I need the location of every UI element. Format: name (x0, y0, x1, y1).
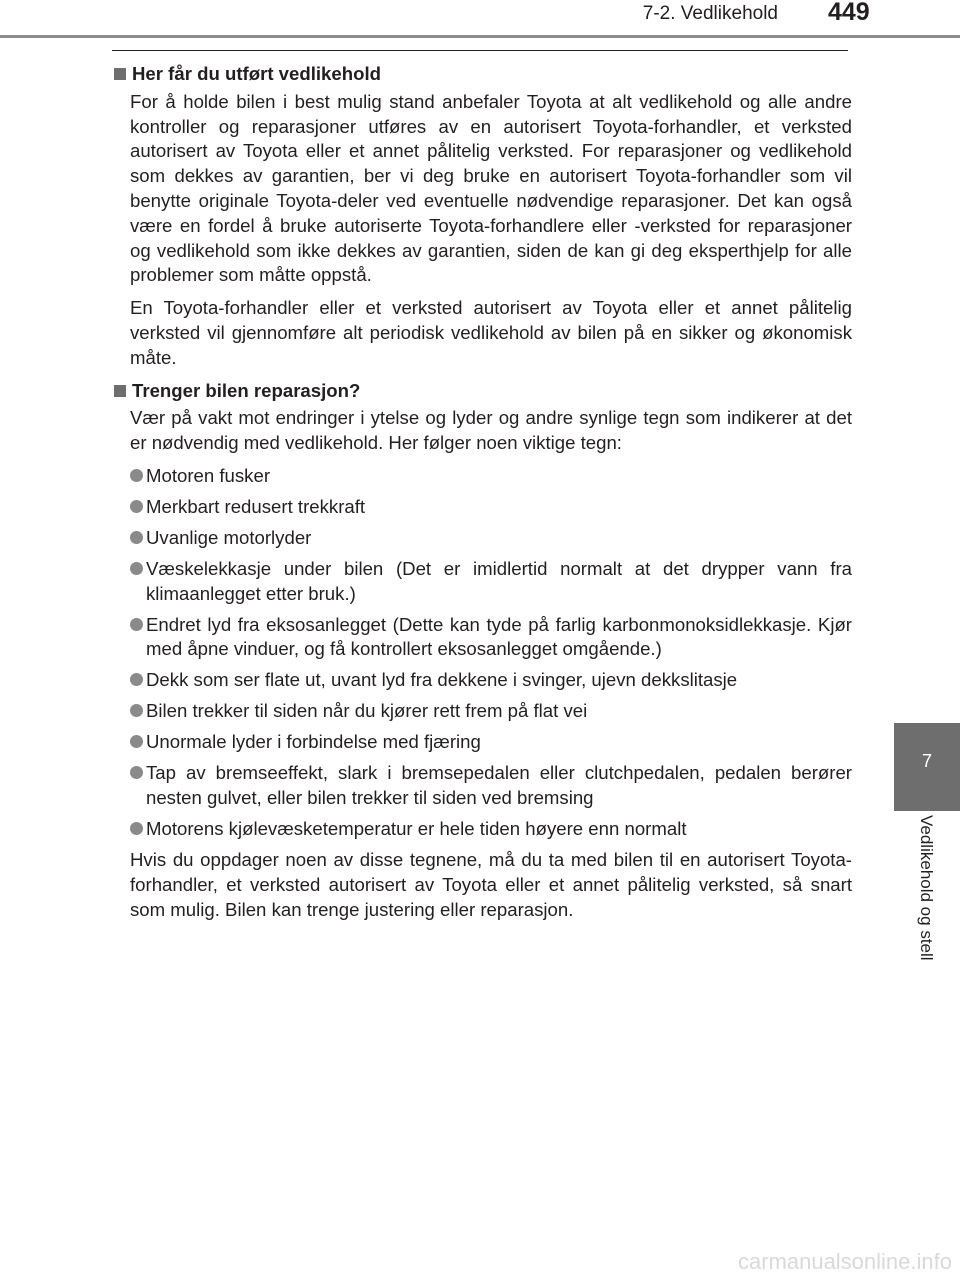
circle-bullet-icon (130, 500, 143, 513)
list-item-text: Motorens kjølevæsketemperatur er hele tiden høyere enn normalt (146, 818, 687, 840)
list-item-text: Unormale lyder i forbindelse med fjæring (146, 731, 481, 753)
chapter-number: 7 (921, 751, 932, 771)
list-item-text: Bilen trekker til siden når du kjører rett frem på flat vei (146, 700, 588, 722)
circle-bullet-icon (130, 562, 143, 575)
list-item-text: Dekk som ser flate ut, uvant lyd fra dekkene i svinger, ujevn dekkslitasje (146, 669, 738, 691)
square-bullet-icon (114, 385, 126, 397)
list-item (130, 526, 852, 551)
square-bullet-icon (114, 68, 126, 80)
page-header (0, 0, 960, 40)
list-item (130, 557, 852, 607)
circle-bullet-icon (130, 766, 143, 779)
circle-bullet-icon (130, 469, 143, 482)
circle-bullet-icon (130, 822, 143, 835)
circle-bullet-icon (130, 618, 143, 631)
list-item (130, 668, 852, 693)
list-item-text: Motoren fusker (146, 464, 271, 486)
list-item (130, 761, 852, 811)
list-item-text: Merkbart redusert trekkraft (146, 495, 366, 517)
closing-paragraph: Hvis du oppdager noen av disse tegnene, må du ta med bilen til en autorisert Toyota-forhandler, et verksted autorisert av Toyota eller et annet pålitelig verksted, så snart som mulig. Bilen kan trenge justering eller reparasjon. (130, 849, 852, 920)
chapter-title-tab (894, 811, 960, 989)
section-heading (112, 62, 852, 87)
page-content (112, 62, 852, 931)
section-heading-text: Trenger bilen reparasjon? (132, 379, 361, 401)
list-item (130, 699, 852, 724)
circle-bullet-icon (130, 704, 143, 717)
list-item-text: Tap av bremseeffekt, slark i bremsepedalen eller clutchpedalen, pedalen berører nesten gulvet, eller bilen trekker til siden ved bremsing (146, 762, 852, 809)
list-item (130, 613, 852, 663)
section-heading-text: Her får du utført vedlikehold (132, 63, 381, 84)
circle-bullet-icon (130, 673, 143, 686)
list-item (130, 495, 852, 520)
page-number: 449 (828, 0, 870, 26)
paragraph: Vær på vakt mot endringer i ytelse og lyder og andre synlige tegn som indikerer at det er nødvendig med vedlikehold. Her følger noen viktige tegn: (130, 407, 852, 454)
circle-bullet-icon (130, 735, 143, 748)
watermark: carmanualsonline.info (737, 1249, 952, 1274)
list-item (130, 730, 852, 755)
header-rule (0, 35, 960, 38)
list-item (130, 817, 852, 842)
section-heading (112, 379, 852, 404)
list-item-text: Væskelekkasje under bilen (Det er imidlertid normalt at det drypper vann fra klimaanlegget etter bruk.) (146, 557, 852, 604)
list-item (130, 464, 852, 489)
content-top-rule (112, 50, 848, 51)
paragraph: En Toyota-forhandler eller et verksted autorisert av Toyota eller et annet pålitelig verksted vil gjennomføre alt periodisk vedlikehold av bilen på en sikker og økonomisk måte. (130, 297, 852, 368)
section-reference: 7-2. Vedlikehold (642, 3, 778, 24)
chapter-tab (894, 723, 960, 811)
chapter-title: Vedlikehold og stell (917, 815, 936, 961)
list-item-text: Endret lyd fra eksosanlegget (Dette kan tyde på farlig karbonmonoksidlekkasje. Kjør med åpne vinduer, og få kontrollert eksosanlegget omgående.) (146, 613, 852, 660)
warning-signs-list (130, 464, 852, 842)
circle-bullet-icon (130, 531, 143, 544)
list-item-text: Uvanlige motorlyder (146, 526, 312, 548)
paragraph: For å holde bilen i best mulig stand anbefaler Toyota at alt vedlikehold og alle andre kontroller og reparasjoner utføres av en autorisert Toyota-forhandler, et verksted autorisert av Toyota eller et annet pålitelig verksted. For reparasjoner og vedlikehold som dekkes av garantien, ber vi deg bruke en autorisert Toyota-forhandler som vil benytte originale Toyota-deler ved eventuelle nødvendige reparasjoner. Det kan også være en fordel å bruke autoriserte Toyota-forhandlere eller -verksted for reparasjoner og vedlikehold som ikke dekkes av garantien, siden de kan gi deg eksperthjelp for alle problemer som måtte oppstå. (130, 90, 852, 286)
